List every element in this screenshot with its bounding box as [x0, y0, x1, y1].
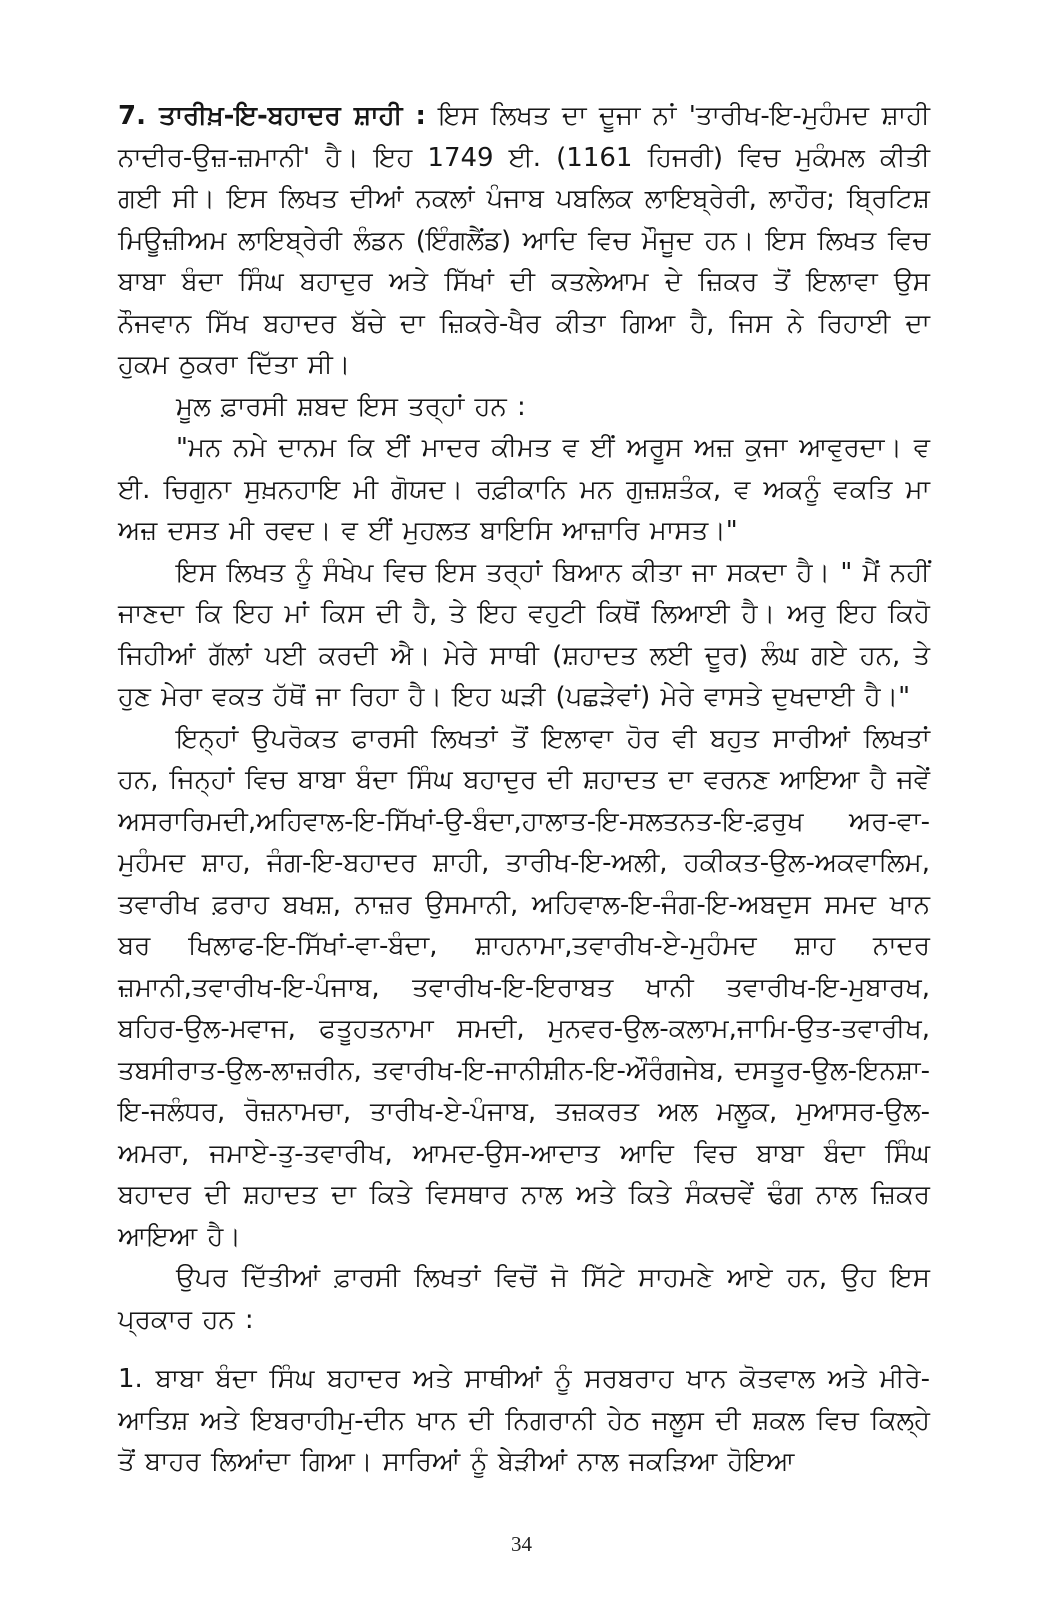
paragraph-persian-intro: ਮੂਲ ਫ਼ਾਰਸੀ ਸ਼ਬਦ ਇਸ ਤਰ੍ਹਾਂ ਹਨ :: [176, 391, 526, 422]
paragraph-translation: ਇਸ ਲਿਖਤ ਨੂੰ ਸੰਖੇਪ ਵਿਚ ਇਸ ਤਰ੍ਹਾਂ ਬਿਆਨ ਕੀਤਾ ਜਾ ਸਕਦਾ ਹੈ। " ਮੈਂ ਨਹੀਂ ਜਾਣਦਾ ਕਿ ਇਹ ਮਾਂ ਕਿਸ ਦੀ ਹੈ, ਤੇ ਇਹ ਵਹੁਟੀ ਕਿਥੋਂ ਲਿਆਈ ਹੈ। ਅਰੁ ਇਹ ਕਿਹੋ ਜਿਹੀਆਂ ਗੱਲਾਂ ਪਈ ਕਰਦੀ ਐ। ਮੇਰੇ ਸਾਥੀ (ਸ਼ਹਾਦਤ ਲਈ ਦੂਰ) ਲੰਘ ਗਏ ਹਨ, ਤੇ ਹੁਣ ਮੇਰਾ ਵਕਤ ਹੱਥੋਂ ਜਾ ਰਿਹਾ ਹੈ। ਇਹ ਘੜੀ (ਪਛੜੇਵਾਂ) ਮੇਰੇ ਵਾਸਤੇ ਦੁਖਦਾਈ ਹੈ।": [118, 557, 930, 712]
paragraph-conclusions-intro: ਉਪਰ ਦਿੱਤੀਆਂ ਫ਼ਾਰਸੀ ਲਿਖਤਾਂ ਵਿਚੋਂ ਜੋ ਸਿੱਟੇ ਸਾਹਮਣੇ ਆਏ ਹਨ, ਉਹ ਇਸ ਪ੍ਰਕਾਰ ਹਨ :: [118, 1263, 930, 1335]
book-page: [118, 96, 930, 1536]
paragraph-body: ਇਸ ਲਿਖਤ ਦਾ ਦੂਜਾ ਨਾਂ 'ਤਾਰੀਖ-ਇ-ਮੁਹੰਮਦ ਸ਼ਾਹੀ ਨਾਦੀਰ-ਉਜ਼-ਜ਼ਮਾਨੀ' ਹੈ। ਇਹ 1749 ਈ. (1161 ਹਿਜਰੀ) ਵਿਚ ਮੁਕੰਮਲ ਕੀਤੀ ਗਈ ਸੀ। ਇਸ ਲਿਖਤ ਦੀਆਂ ਨਕਲਾਂ ਪੰਜਾਬ ਪਬਲਿਕ ਲਾਇਬ੍ਰੇਰੀ, ਲਾਹੌਰ; ਬ੍ਰਿਟਿਸ਼ ਮਿਊਜ਼ੀਅਮ ਲਾਇਬ੍ਰੇਰੀ ਲੰਡਨ (ਇੰਗਲੈਂਡ) ਆਦਿ ਵਿਚ ਮੌਜੂਦ ਹਨ। ਇਸ ਲਿਖਤ ਵਿਚ ਬਾਬਾ ਬੰਦਾ ਸਿੰਘ ਬਹਾਦੁਰ ਅਤੇ ਸਿੱਖਾਂ ਦੀ ਕਤਲੇਆਮ ਦੇ ਜ਼ਿਕਰ ਤੋਂ ਇਲਾਵਾ ਉਸ ਨੌਜਵਾਨ ਸਿੱਖ ਬਹਾਦਰ ਬੱਚੇ ਦਾ ਜ਼ਿਕਰੇ-ਖੈਰ ਕੀਤਾ ਗਿਆ ਹੈ, ਜਿਸ ਨੇ ਰਿਹਾਈ ਦਾ ਹੁਕਮ ਠੁਕਰਾ ਦਿੱਤਾ ਸੀ।: [118, 101, 930, 380]
paragraph-other-sources: ਇਨ੍ਹਾਂ ਉਪਰੋਕਤ ਫਾਰਸੀ ਲਿਖਤਾਂ ਤੋਂ ਇਲਾਵਾ ਹੋਰ ਵੀ ਬਹੁਤ ਸਾਰੀਆਂ ਲਿਖਤਾਂ ਹਨ, ਜਿਨ੍ਹਾਂ ਵਿਚ ਬਾਬਾ ਬੰਦਾ ਸਿੰਘ ਬਹਾਦੁਰ ਦੀ ਸ਼ਹਾਦਤ ਦਾ ਵਰਨਣ ਆਇਆ ਹੈ ਜਵੇਂ ਅਸਰਾਰਿਮਦੀ,ਅਹਿਵਾਲ-ਇ-ਸਿੱਖਾਂ-ਉ-ਬੰਦਾ,ਹਾਲਾਤ-ਇ-ਸਲਤਨਤ-ਇ-ਫ਼ਰੁਖ ਅਰ-ਵਾ-ਮੁਹੰਮਦ ਸ਼ਾਹ, ਜੰਗ-ਇ-ਬਹਾਦਰ ਸ਼ਾਹੀ, ਤਾਰੀਖ-ਇ-ਅਲੀ, ਹਕੀਕਤ-ਉਲ-ਅਕਵਾਲਿਮ, ਤਵਾਰੀਖ ਫ਼ਰਾਹ ਬਖਸ਼, ਨਾਜ਼ਰ ਉਸਮਾਨੀ, ਅਹਿਵਾਲ-ਇ-ਜੰਗ-ਇ-ਅਬਦੁਸ ਸਮਦ ਖਾਨ ਬਰ ਖਿਲਾਫ-ਇ-ਸਿੱਖਾਂ-ਵਾ-ਬੰਦਾ, ਸ਼ਾਹਨਾਮਾ,ਤਵਾਰੀਖ-ਏ-ਮੁਹੰਮਦ ਸ਼ਾਹ ਨਾਦਰ ਜ਼ਮਾਨੀ,ਤਵਾਰੀਖ-ਇ-ਪੰਜਾਬ, ਤਵਾਰੀਖ-ਇ-ਇਰਾਬਤ ਖਾਨੀ ਤਵਾਰੀਖ-ਇ-ਮੁਬਾਰਖ, ਬਹਿਰ-ਉਲ-ਮਵਾਜ, ਫਤੂਹਤਨਾਮਾ ਸਮਦੀ, ਮੁਨਵਰ-ਉਲ-ਕਲਾਮ,ਜਾਮਿ-ਉਤ-ਤਵਾਰੀਖ, ਤਬਸੀਰਾਤ-ਉਲ-ਲਾਜ਼ਰੀਨ, ਤਵਾਰੀਖ-ਇ-ਜਾਨੀਸ਼ੀਨ-ਇ-ਔਰੰਗਜੇਬ, ਦਸਤੂਰ-ਉਲ-ਇਨਸ਼ਾ-ਇ-ਜਲੰਧਰ, ਰੋਜ਼ਨਾਮਚਾ, ਤਾਰੀਖ-ਏ-ਪੰਜਾਬ, ਤਜ਼ਕਰਤ ਅਲ ਮਲੂਕ, ਮੁਆਸਰ-ਉਲ-ਅਮਰਾ, ਜਮਾਏ-ਤੁ-ਤਵਾਰੀਖ, ਆਮਦ-ਉਸ-ਆਦਾਤ ਆਦਿ ਵਿਚ ਬਾਬਾ ਬੰਦਾ ਸਿੰਘ ਬਹਾਦਰ ਦੀ ਸ਼ਹਾਦਤ ਦਾ ਕਿਤੇ ਵਿਸਥਾਰ ਨਾਲ ਅਤੇ ਕਿਤੇ ਸੰਕਚਵੇਂ ਢੰਗ ਨਾਲ ਜ਼ਿਕਰ ਆਇਆ ਹੈ।: [118, 723, 930, 1252]
paragraph-tarikh-bahadur-shahi: [118, 96, 930, 387]
paragraph-persian-quote: "ਮਨ ਨਮੇ ਦਾਨਮ ਕਿ ਈਂ ਮਾਦਰ ਕੀਮਤ ਵ ਈਂ ਅਰੂਸ ਅਜ਼ ਕੁਜਾ ਆਵੁਰਦਾ। ਵ ਈ. ਚਿਗੁਨਾ ਸੁਖ਼ਨਹਾਇ ਮੀ ਗੋਯਦ। ਰਫ਼ੀਕਾਨਿ ਮਨ ਗੁਜ਼ਸ਼ਤੰਕ, ਵ ਅਕਨੂੰ ਵਕਤਿ ਮਾ ਅਜ਼ ਦਸਤ ਮੀ ਰਵਦ। ਵ ਈਂ ਮੁਹਲਤ ਬਾਇਸਿ ਆਜ਼ਾਰਿ ਮਾਸਤ।": [118, 433, 930, 546]
page-number: 34: [511, 1532, 532, 1556]
paragraph-point-1: 1. ਬਾਬਾ ਬੰਦਾ ਸਿੰਘ ਬਹਾਦਰ ਅਤੇ ਸਾਥੀਆਂ ਨੂੰ ਸਰਬਰਾਹ ਖਾਨ ਕੋਤਵਾਲ ਅਤੇ ਮੀਰੇ-ਆਤਿਸ਼ ਅਤੇ ਇਬਰਾਹੀਮੁ-ਦੀਨ ਖਾਨ ਦੀ ਨਿਗਰਾਨੀ ਹੇਠ ਜਲੂਸ ਦੀ ਸ਼ਕਲ ਵਿਚ ਕਿਲ੍ਹੇ ਤੋਂ ਬਾਹਰ ਲਿਆਂਦਾ ਗਿਆ। ਸਾਰਿਆਂ ਨੂੰ ਬੇੜੀਆਂ ਨਾਲ ਜਕੜਿਆ ਹੋਇਆ: [118, 1364, 930, 1477]
section-heading: 7. ਤਾਰੀਖ਼-ਇ-ਬਹਾਦਰ ਸ਼ਾਹੀ :: [118, 101, 426, 131]
